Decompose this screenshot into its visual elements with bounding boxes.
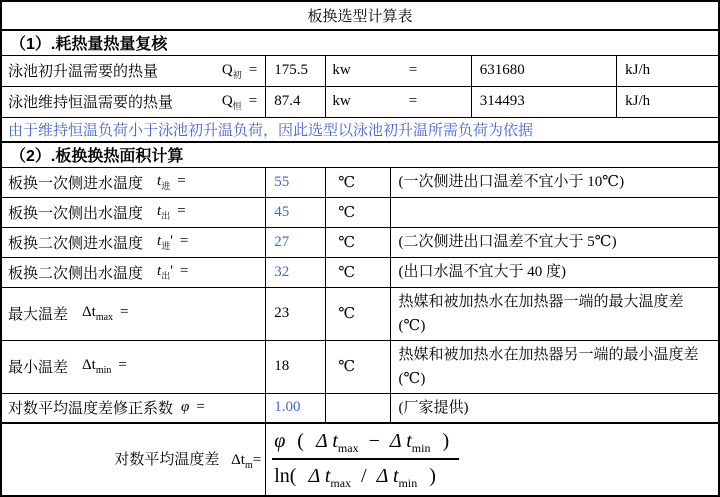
lmtd-label-cell — [1, 423, 266, 496]
secondary-outlet-value[interactable]: 32 — [266, 257, 326, 287]
max-temp-diff-symbol: $\Delta t_{max}$ = — [82, 304, 129, 323]
secondary-inlet-value[interactable]: 27 — [266, 227, 326, 257]
lmtd-label: 对数平均温度差 — [114, 451, 220, 468]
q-initial-unit-kjh: kJ/h — [617, 55, 719, 86]
max-temp-diff-unit: ℃ — [326, 287, 390, 340]
row-primary-inlet-temp — [1, 167, 719, 197]
selection-basis-note: 由于维持恒温负荷小于泳池初升温负荷，因此选型以泳池初升温所需负荷为依据 — [1, 117, 719, 142]
primary-outlet-label-cell — [1, 197, 266, 227]
section2-heading-row — [1, 142, 719, 167]
secondary-outlet-remark: (出口水温不宜大于 40 度) — [390, 257, 719, 287]
row-lmtd-correction-factor — [1, 393, 719, 423]
q-initial-label: 泳池初升温需要的热量 — [8, 64, 159, 80]
min-temp-diff-symbol: $\Delta t_{min}$ = — [82, 357, 127, 376]
section1-heading: （1）.耗热量热量复核 — [1, 30, 719, 55]
q-constant-unit-kjh: kJ/h — [617, 86, 719, 117]
section1-heading-row — [1, 30, 719, 55]
primary-inlet-value[interactable]: 55 — [266, 167, 326, 197]
q-constant-eq2: = — [408, 93, 418, 109]
q-constant-label: 泳池维持恒温需要的热量 — [8, 95, 174, 111]
secondary-inlet-remark: (二次侧进出口温差不宜大于 5℃) — [390, 227, 719, 257]
q-constant-symbol: $Q_恒$ = — [221, 92, 258, 111]
secondary-inlet-symbol: $t_进'$ = — [157, 233, 189, 251]
primary-outlet-label: 板换一次侧出水温度 — [8, 205, 144, 222]
min-temp-diff-label: 最小温差 — [8, 360, 69, 376]
max-temp-diff-remark: 热媒和被加热水在加热器一端的最大温度差(℃) — [390, 287, 719, 340]
q-initial-value-kjh: 631680 — [471, 55, 616, 86]
sheet-title: 板换选型计算表 — [1, 1, 719, 30]
min-temp-diff-unit: ℃ — [326, 340, 390, 393]
secondary-inlet-label: 板换二次侧进水温度 — [8, 235, 144, 252]
primary-outlet-value[interactable]: 45 — [266, 197, 326, 227]
note-row — [1, 117, 719, 142]
secondary-inlet-unit: ℃ — [326, 227, 390, 257]
primary-inlet-symbol: $t_进$ = — [157, 173, 186, 191]
max-temp-diff-label: 最大温差 — [8, 307, 69, 323]
formula-numerator: φ ( Δ $t_{max} - \Delta$ $t_{min}$ ) — [272, 429, 459, 460]
phi-label: 对数平均温度差修正系数 — [8, 401, 174, 417]
primary-outlet-unit: ℃ — [326, 197, 390, 227]
q-initial-kw-eq-cell — [326, 55, 471, 86]
phi-label-cell — [1, 393, 266, 423]
q-initial-label-cell — [1, 55, 266, 86]
secondary-inlet-label-cell — [1, 227, 266, 257]
primary-inlet-unit: ℃ — [326, 167, 390, 197]
row-max-temp-diff — [1, 287, 719, 340]
row-secondary-inlet-temp — [1, 227, 719, 257]
formula-denominator: ln( Δ $t_{max}$ / Δ $t_{min}$ ) — [274, 465, 436, 490]
row-q-constant — [1, 86, 719, 117]
row-lmtd-formula — [1, 423, 719, 496]
lmtd-symbol: $\Delta t_m=$ — [231, 451, 262, 471]
secondary-outlet-label: 板换二次侧出水温度 — [8, 265, 144, 282]
row-q-initial — [1, 55, 719, 86]
q-constant-kw-eq-cell — [326, 86, 471, 117]
phi-unit — [326, 393, 390, 423]
q-constant-unit-kw: kw — [332, 93, 351, 109]
min-temp-diff-value: 18 — [266, 340, 326, 393]
q-initial-eq2: = — [408, 62, 418, 78]
primary-inlet-label: 板换一次侧进水温度 — [8, 175, 144, 192]
title-row — [1, 1, 719, 30]
row-primary-outlet-temp — [1, 197, 719, 227]
lmtd-formula-cell — [266, 423, 719, 496]
lmtd-formula — [272, 429, 459, 489]
phi-value[interactable]: 1.00 — [266, 393, 326, 423]
min-temp-diff-remark: 热媒和被加热水在加热器另一端的最小温度差(℃) — [390, 340, 719, 393]
q-initial-unit-kw: kw — [332, 62, 351, 78]
primary-inlet-remark: (一次侧进出口温差不宜小于 10℃) — [390, 167, 719, 197]
q-initial-symbol: $Q_初$ = — [221, 61, 258, 80]
row-secondary-outlet-temp — [1, 257, 719, 287]
min-temp-diff-label-cell — [1, 340, 266, 393]
q-constant-value-kw: 87.4 — [266, 86, 326, 117]
q-constant-value-kjh: 314493 — [471, 86, 616, 117]
row-min-temp-diff — [1, 340, 719, 393]
secondary-outlet-symbol: $t_出'$ = — [157, 263, 189, 281]
secondary-outlet-unit: ℃ — [326, 257, 390, 287]
phi-remark: (厂家提供) — [390, 393, 719, 423]
section2-heading: （2）.板换换热面积计算 — [1, 142, 719, 167]
q-initial-value-kw: 175.5 — [266, 55, 326, 86]
max-temp-diff-value: 23 — [266, 287, 326, 340]
phi-symbol: φ = — [181, 399, 205, 415]
primary-inlet-label-cell — [1, 167, 266, 197]
secondary-outlet-label-cell — [1, 257, 266, 287]
q-constant-label-cell — [1, 86, 266, 117]
max-temp-diff-label-cell — [1, 287, 266, 340]
primary-outlet-remark — [390, 197, 719, 227]
primary-outlet-symbol: $t_出$ = — [157, 203, 186, 221]
